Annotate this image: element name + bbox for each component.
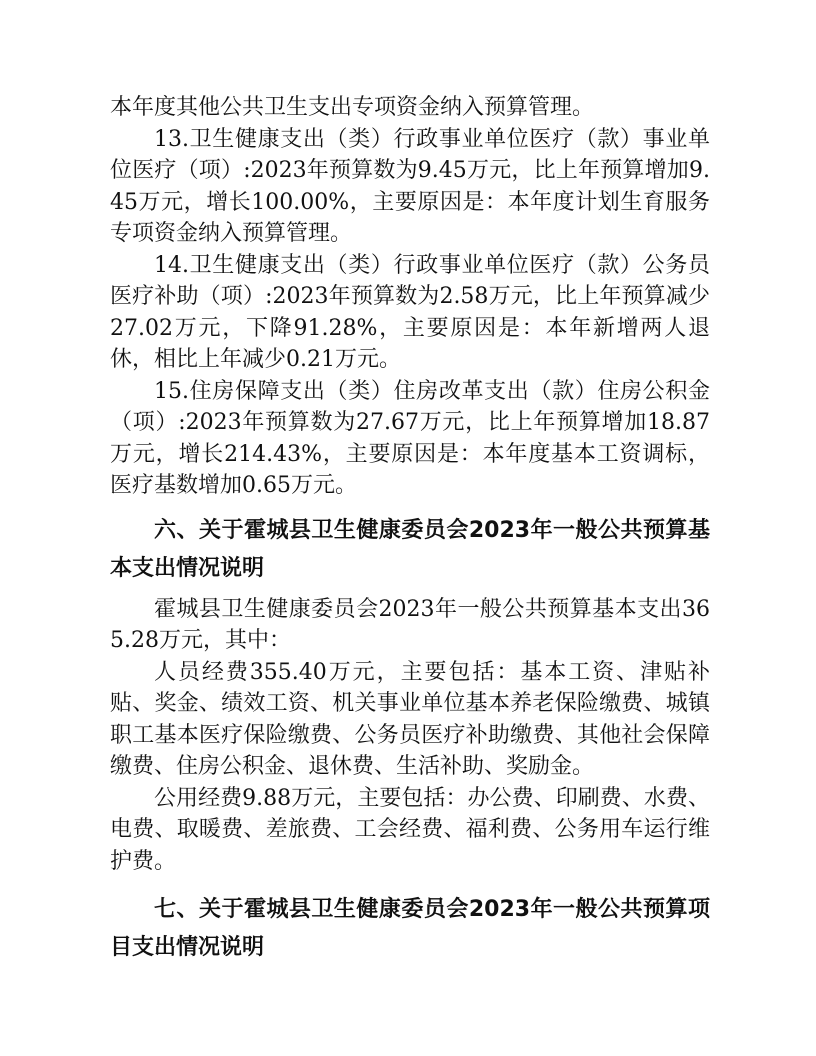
section-6-paragraph-public: 公用经费9.88万元，主要包括：办公费、印刷费、水费、电费、取暖费、差旅费、工会经费、福利费、公务用车运行维护费。 xyxy=(110,785,710,874)
paragraph-item-14: 14.卫生健康支出（类）行政事业单位医疗（款）公务员医疗补助（项）:2023年预算数为2.58万元，比上年预算减少27.02万元，下降91.28%，主要原因是：本年新增两人退休，相比上年减少0.21万元。 xyxy=(110,252,710,372)
section-6-heading: 六、关于霍城县卫生健康委员会2023年一般公共预算基本支出情况说明 xyxy=(110,517,710,581)
spacer xyxy=(110,877,710,891)
section-6-paragraph-total: 霍城县卫生健康委员会2023年一般公共预算基本支出365.28万元，其中： xyxy=(110,596,710,653)
paragraph-intro: 本年度其他公共卫生支出专项资金纳入预算管理。 xyxy=(110,95,595,120)
document-page xyxy=(110,92,710,967)
paragraph-item-13: 13.卫生健康支出（类）行政事业单位医疗（款）事业单位医疗（项）:2023年预算数为9.45万元，比上年预算增加9.45万元，增长100.00%，主要原因是：本年度计划生育服务专项资金纳入预算管理。 xyxy=(110,126,710,246)
spacer xyxy=(110,502,710,512)
section-6-paragraph-personnel: 人员经费355.40万元，主要包括：基本工资、津贴补贴、奖金、绩效工资、机关事业单位基本养老保险缴费、城镇职工基本医疗保险缴费、公务员医疗补助缴费、其他社会保障缴费、住房公积金、退休费、生活补助、奖励金。 xyxy=(110,659,710,779)
section-7-heading: 七、关于霍城县卫生健康委员会2023年一般公共预算项目支出情况说明 xyxy=(110,897,710,960)
paragraph-item-15: 15.住房保障支出（类）住房改革支出（款）住房公积金（项）:2023年预算数为27.67万元，比上年预算增加18.87万元，增长214.43%，主要原因是：本年度基本工资调标，医疗基数增加0.65万元。 xyxy=(110,378,710,498)
